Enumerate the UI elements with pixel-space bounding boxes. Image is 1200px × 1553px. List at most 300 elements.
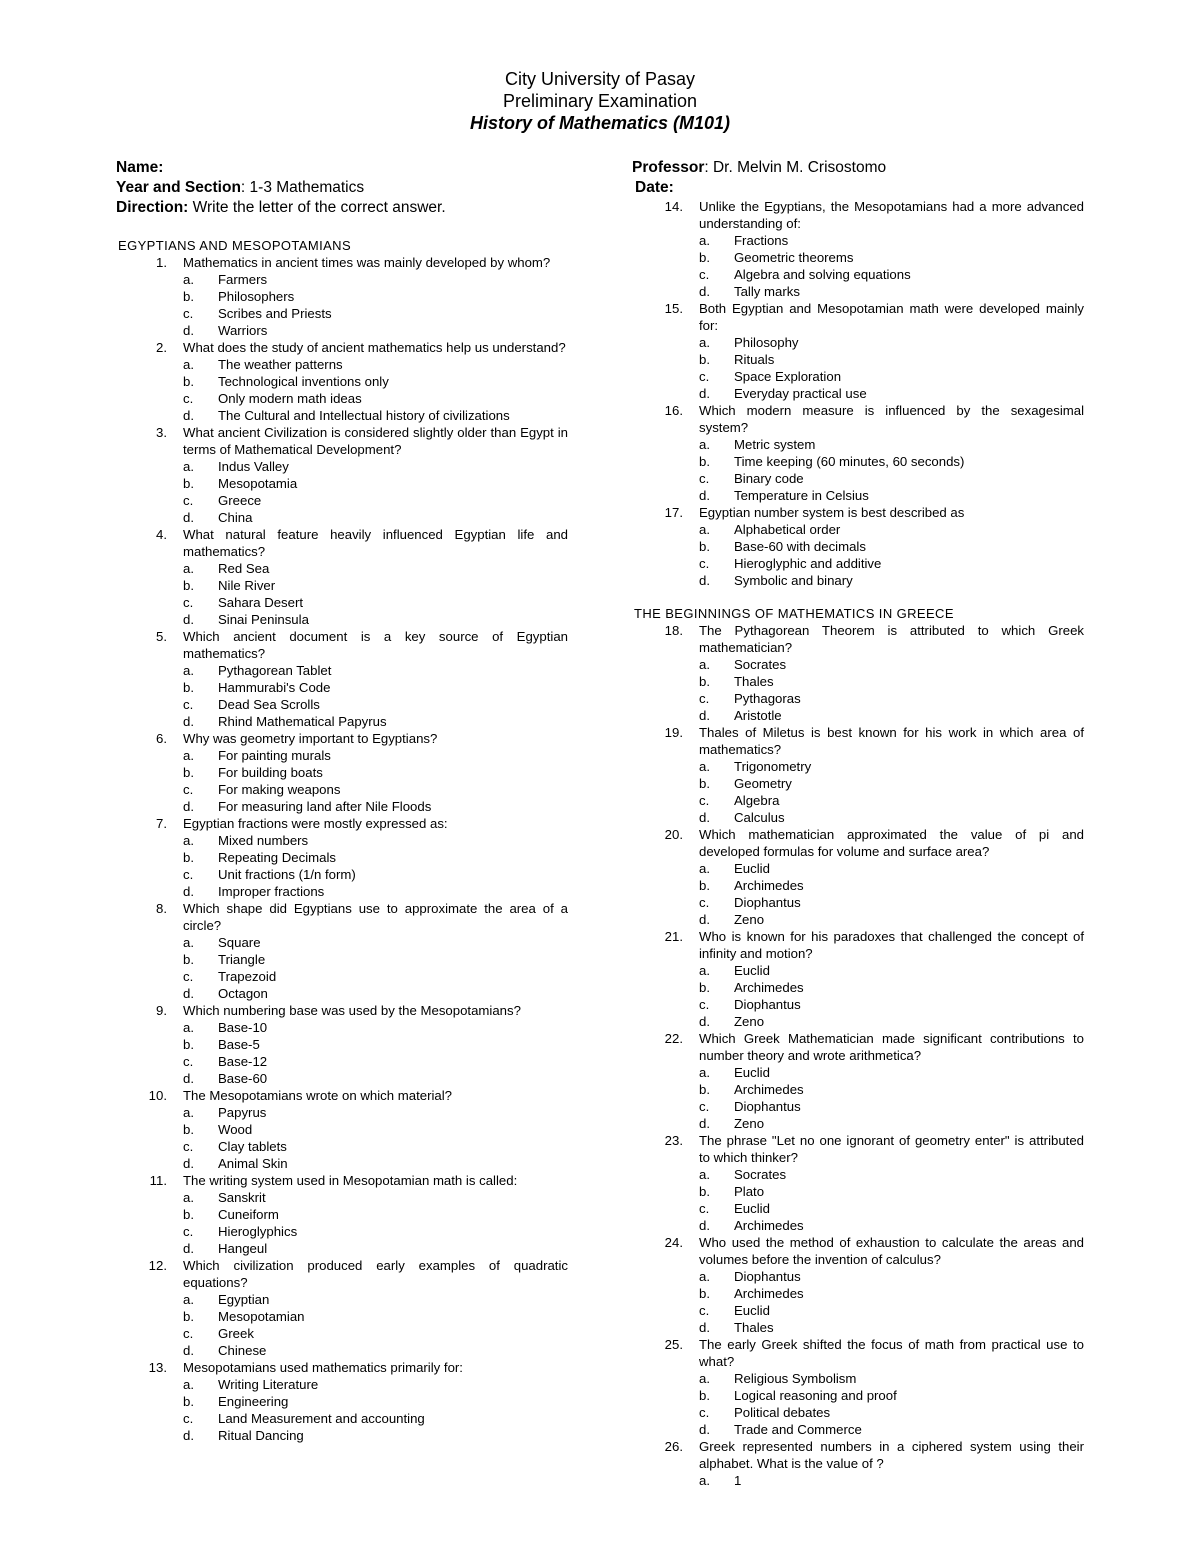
option-letter: b. <box>183 1122 194 1137</box>
question-item <box>116 815 568 900</box>
answer-option <box>632 521 1084 538</box>
option-text: China <box>218 510 253 525</box>
option-text: Scribes and Priests <box>218 306 332 321</box>
option-letter: c. <box>699 471 710 486</box>
answer-option <box>632 962 1084 979</box>
name-line <box>116 158 568 178</box>
question-number: 1. <box>156 255 167 270</box>
option-text: Pythagoras <box>734 691 801 706</box>
option-text: Unit fractions (1/n form) <box>218 867 356 882</box>
option-text: Fractions <box>734 233 789 248</box>
option-text: Hieroglyphics <box>218 1224 298 1239</box>
option-letter: c. <box>183 1326 194 1341</box>
question-item <box>632 1336 1084 1438</box>
question-item <box>632 402 1084 504</box>
answer-option <box>632 894 1084 911</box>
option-letter: d. <box>699 386 710 401</box>
option-text: Rhind Mathematical Papyrus <box>218 714 387 729</box>
right-column <box>632 158 1084 1489</box>
option-letter: b. <box>699 980 710 995</box>
option-letter: c. <box>183 969 194 984</box>
option-text: Improper fractions <box>218 884 325 899</box>
answer-option <box>632 334 1084 351</box>
answer-option <box>116 1393 568 1410</box>
question-row <box>116 1087 568 1104</box>
answer-option <box>632 809 1084 826</box>
option-letter: a. <box>699 335 710 350</box>
option-letter: b. <box>699 454 710 469</box>
option-text: Diophantus <box>734 1269 801 1284</box>
answer-option <box>632 487 1084 504</box>
option-text: Sahara Desert <box>218 595 304 610</box>
question-number: 24. <box>664 1235 683 1250</box>
question-item <box>632 1438 1084 1489</box>
answer-option <box>116 492 568 509</box>
option-letter: d. <box>699 573 710 588</box>
option-letter: b. <box>183 765 194 780</box>
option-letter: b. <box>699 539 710 554</box>
professor-label: Professor <box>632 159 705 176</box>
option-letter: c. <box>699 895 710 910</box>
option-text: Chinese <box>218 1343 267 1358</box>
option-letter: d. <box>183 323 194 338</box>
answer-option <box>116 390 568 407</box>
answer-option <box>116 373 568 390</box>
answer-option <box>632 1404 1084 1421</box>
option-text: Archimedes <box>734 1218 804 1233</box>
answer-option <box>632 368 1084 385</box>
answer-option <box>116 883 568 900</box>
question-number: 17. <box>664 505 683 520</box>
answer-option <box>632 792 1084 809</box>
option-text: Hammurabi's Code <box>218 680 331 695</box>
option-letter: a. <box>183 748 194 763</box>
answer-option <box>116 1376 568 1393</box>
answer-option <box>116 1223 568 1240</box>
option-text: Wood <box>218 1122 253 1137</box>
answer-option <box>116 1410 568 1427</box>
question-text: Which mathematician approximated the value of pi and developed formulas for volume and surface area? <box>699 827 1084 859</box>
option-letter: b. <box>183 680 194 695</box>
option-letter: b. <box>183 1037 194 1052</box>
question-item <box>632 1234 1084 1336</box>
option-text: Clay tablets <box>218 1139 287 1154</box>
option-letter: b. <box>183 289 194 304</box>
question-number: 5. <box>156 629 167 644</box>
answer-option <box>632 1098 1084 1115</box>
option-letter: b. <box>699 674 710 689</box>
option-text: Zeno <box>734 1014 765 1029</box>
answer-option <box>116 356 568 373</box>
option-text: Nile River <box>218 578 276 593</box>
option-text: Euclid <box>734 861 770 876</box>
option-letter: d. <box>699 1116 710 1131</box>
option-letter: a. <box>699 1269 710 1284</box>
option-letter: c. <box>699 1099 710 1114</box>
question-text: Which civilization produced early examples of quadratic equations? <box>183 1258 568 1290</box>
question-row <box>116 1257 568 1291</box>
question-row <box>632 402 1084 436</box>
option-letter: d. <box>699 708 710 723</box>
question-text: The writing system used in Mesopotamian math is called: <box>183 1173 518 1188</box>
answer-option <box>632 1387 1084 1404</box>
answer-option <box>632 860 1084 877</box>
question-row <box>632 724 1084 758</box>
answer-option <box>116 747 568 764</box>
option-letter: a. <box>183 1105 194 1120</box>
question-item <box>116 424 568 526</box>
question-number: 11. <box>149 1173 167 1188</box>
question-text: Who is known for his paradoxes that challenged the concept of infinity and motion? <box>699 929 1084 961</box>
option-letter: d. <box>183 986 194 1001</box>
option-letter: d. <box>699 1014 710 1029</box>
option-letter: d. <box>699 1218 710 1233</box>
option-text: Repeating Decimals <box>218 850 337 865</box>
question-text: What natural feature heavily influenced Egyptian life and mathematics? <box>183 527 568 559</box>
question-number: 23. <box>664 1133 683 1148</box>
option-text: For measuring land after Nile Floods <box>218 799 432 814</box>
option-letter: b. <box>699 1082 710 1097</box>
answer-option <box>632 1302 1084 1319</box>
answer-option <box>116 679 568 696</box>
option-letter: c. <box>699 793 710 808</box>
question-row <box>632 300 1084 334</box>
option-text: Algebra and solving equations <box>734 267 911 282</box>
option-letter: c. <box>699 691 710 706</box>
answer-option <box>116 305 568 322</box>
option-letter: c. <box>699 1303 710 1318</box>
option-text: Zeno <box>734 912 765 927</box>
question-text: The Pythagorean Theorem is attributed to which Greek mathematician? <box>699 623 1084 655</box>
question-text: What ancient Civilization is considered slightly older than Egypt in terms of Mathematical Development? <box>183 425 568 457</box>
question-row <box>632 826 1084 860</box>
option-letter: d. <box>699 912 710 927</box>
option-text: Geometry <box>734 776 792 791</box>
option-letter: a. <box>183 935 194 950</box>
option-text: Trigonometry <box>734 759 812 774</box>
option-text: Octagon <box>218 986 268 1001</box>
question-number: 14. <box>664 199 683 214</box>
direction-line <box>116 198 568 218</box>
option-text: Mesopotamian <box>218 1309 305 1324</box>
exam-title: Preliminary Examination <box>502 91 698 111</box>
option-letter: a. <box>699 963 710 978</box>
option-text: Algebra <box>734 793 780 808</box>
option-text: Trade and Commerce <box>734 1422 862 1437</box>
answer-option <box>116 1427 568 1444</box>
option-text: Red Sea <box>218 561 270 576</box>
option-text: Square <box>218 935 261 950</box>
option-text: Papyrus <box>218 1105 267 1120</box>
answer-option <box>116 1291 568 1308</box>
answer-option <box>632 979 1084 996</box>
answer-option <box>116 696 568 713</box>
answer-option <box>632 1319 1084 1336</box>
answer-option <box>632 1064 1084 1081</box>
option-letter: c. <box>183 1224 194 1239</box>
option-letter: d. <box>183 1156 194 1171</box>
option-letter: c. <box>699 1201 710 1216</box>
option-letter: c. <box>699 369 710 384</box>
question-text: Mathematics in ancient times was mainly developed by whom? <box>183 255 551 270</box>
question-row <box>116 254 568 271</box>
question-item <box>116 1172 568 1257</box>
question-item <box>116 1257 568 1359</box>
question-number: 8. <box>156 901 167 916</box>
option-letter: b. <box>699 1184 710 1199</box>
left-column <box>116 158 568 1444</box>
answer-option <box>116 1325 568 1342</box>
option-letter: c. <box>699 267 710 282</box>
option-letter: d. <box>699 810 710 825</box>
option-text: Symbolic and binary <box>734 573 853 588</box>
option-text: Euclid <box>734 963 770 978</box>
option-text: Euclid <box>734 1065 770 1080</box>
option-text: Everyday practical use <box>734 386 867 401</box>
option-letter: b. <box>699 1388 710 1403</box>
question-number: 25. <box>664 1337 683 1352</box>
option-text: Mixed numbers <box>218 833 309 848</box>
question-item <box>116 1002 568 1087</box>
answer-option <box>116 1138 568 1155</box>
answer-option <box>632 1166 1084 1183</box>
answer-option <box>116 611 568 628</box>
question-number: 3. <box>156 425 167 440</box>
option-text: Zeno <box>734 1116 765 1131</box>
option-text: Time keeping (60 minutes, 60 seconds) <box>734 454 965 469</box>
answer-option <box>116 509 568 526</box>
option-letter: c. <box>699 997 710 1012</box>
answer-option <box>116 1104 568 1121</box>
question-text: Egyptian fractions were mostly expressed as: <box>183 816 448 831</box>
answer-option <box>632 453 1084 470</box>
question-text: The phrase "Let no one ignorant of geometry enter" is attributed to which thinker? <box>699 1133 1084 1165</box>
question-text: Greek represented numbers in a ciphered system using their alphabet. What is the value of ? <box>699 1439 1084 1471</box>
question-number: 2. <box>156 340 167 355</box>
option-letter: d. <box>183 612 194 627</box>
option-letter: b. <box>183 1394 194 1409</box>
option-letter: a. <box>183 1377 194 1392</box>
answer-option <box>632 690 1084 707</box>
option-letter: a. <box>183 272 194 287</box>
option-letter: b. <box>183 476 194 491</box>
question-row <box>116 900 568 934</box>
answer-option <box>632 877 1084 894</box>
answer-option <box>632 707 1084 724</box>
question-item <box>632 300 1084 402</box>
answer-option <box>116 560 568 577</box>
answer-option <box>116 781 568 798</box>
answer-option <box>632 266 1084 283</box>
question-item <box>632 928 1084 1030</box>
answer-option <box>632 351 1084 368</box>
answer-option <box>116 1053 568 1070</box>
option-letter: d. <box>183 1071 194 1086</box>
option-letter: c. <box>183 1054 194 1069</box>
university-name: City University of Pasay <box>504 69 696 89</box>
question-row <box>116 628 568 662</box>
question-item <box>632 622 1084 724</box>
answer-option <box>632 1285 1084 1302</box>
answer-option <box>116 1019 568 1036</box>
option-letter: d. <box>699 1422 710 1437</box>
option-text: Hangeul <box>218 1241 268 1256</box>
answer-option <box>116 1155 568 1172</box>
answer-option <box>632 385 1084 402</box>
option-letter: c. <box>699 556 710 571</box>
option-text: Cuneiform <box>218 1207 279 1222</box>
option-text: Religious Symbolism <box>734 1371 857 1386</box>
option-letter: a. <box>183 459 194 474</box>
question-item <box>116 1359 568 1444</box>
answer-option <box>632 775 1084 792</box>
answer-option <box>116 1342 568 1359</box>
question-text: Who used the method of exhaustion to calculate the areas and volumes before the invention of calculus? <box>699 1235 1084 1267</box>
question-text: The early Greek shifted the focus of math from practical use to what? <box>699 1337 1084 1369</box>
question-row <box>116 730 568 747</box>
answer-option <box>632 1200 1084 1217</box>
question-number: 26. <box>664 1439 683 1454</box>
answer-option <box>632 1268 1084 1285</box>
question-number: 10. <box>148 1088 167 1103</box>
option-text: Ritual Dancing <box>218 1428 304 1443</box>
answer-option <box>116 1206 568 1223</box>
name-label: Name: <box>116 159 164 176</box>
answer-option <box>632 283 1084 300</box>
year-value: : 1-3 Mathematics <box>240 179 365 196</box>
option-text: Temperature in Celsius <box>734 488 869 503</box>
option-letter: d. <box>183 1343 194 1358</box>
section-heading-greece: THE BEGINNINGS OF MATHEMATICS IN GREECE <box>634 606 954 621</box>
option-text: Philosophers <box>218 289 295 304</box>
option-letter: a. <box>699 233 710 248</box>
answer-option <box>116 1121 568 1138</box>
answer-option <box>632 1421 1084 1438</box>
option-letter: b. <box>699 776 710 791</box>
option-text: Metric system <box>734 437 816 452</box>
question-text: The Mesopotamians wrote on which material? <box>183 1088 453 1103</box>
answer-option <box>632 572 1084 589</box>
option-text: Archimedes <box>734 1286 804 1301</box>
question-number: 18. <box>664 623 683 638</box>
answer-option <box>632 911 1084 928</box>
question-text: Egyptian number system is best described as <box>699 505 965 520</box>
answer-option <box>116 577 568 594</box>
year-label: Year and Section <box>116 179 241 196</box>
question-item <box>632 1030 1084 1132</box>
answer-option <box>116 407 568 424</box>
option-text: Political debates <box>734 1405 831 1420</box>
option-text: Thales <box>734 1320 774 1335</box>
answer-option <box>632 1370 1084 1387</box>
option-text: Base-60 <box>218 1071 268 1086</box>
option-text: Sinai Peninsula <box>218 612 309 627</box>
answer-option <box>116 475 568 492</box>
professor-line <box>632 158 1084 178</box>
option-letter: c. <box>183 1411 194 1426</box>
question-number: 13. <box>148 1360 167 1375</box>
answer-option <box>116 288 568 305</box>
option-text: Hieroglyphic and additive <box>734 556 882 571</box>
option-text: Philosophy <box>734 335 799 350</box>
option-letter: b. <box>183 850 194 865</box>
question-row <box>632 622 1084 656</box>
question-row <box>632 504 1084 521</box>
question-row <box>632 1030 1084 1064</box>
question-number: 7. <box>156 816 167 831</box>
option-text: Tally marks <box>734 284 800 299</box>
question-row <box>116 526 568 560</box>
option-text: Thales <box>734 674 774 689</box>
answer-option <box>632 436 1084 453</box>
option-letter: b. <box>699 250 710 265</box>
date-label: Date: <box>635 179 674 196</box>
option-letter: d. <box>183 884 194 899</box>
option-text: 1 <box>734 1473 742 1488</box>
question-list-right-a <box>632 198 1084 589</box>
option-text: Archimedes <box>734 980 804 995</box>
question-row <box>116 1002 568 1019</box>
question-text: Which modern measure is influenced by the sexagesimal system? <box>699 403 1084 435</box>
answer-option <box>116 713 568 730</box>
section-heading-egypt: EGYPTIANS AND MESOPOTAMIANS <box>118 238 352 253</box>
answer-option <box>632 656 1084 673</box>
option-text: Land Measurement and accounting <box>218 1411 425 1426</box>
answer-option <box>632 1217 1084 1234</box>
option-text: For painting murals <box>218 748 331 763</box>
question-row <box>632 1234 1084 1268</box>
question-number: 4. <box>156 527 167 542</box>
answer-option <box>632 1013 1084 1030</box>
option-letter: a. <box>183 663 194 678</box>
question-list-left <box>116 254 568 1444</box>
answer-option <box>116 764 568 781</box>
answer-option <box>116 968 568 985</box>
question-item <box>632 504 1084 589</box>
option-text: Binary code <box>734 471 804 486</box>
date-line <box>632 178 1084 198</box>
answer-option <box>632 996 1084 1013</box>
option-letter: a. <box>699 1473 710 1488</box>
option-letter: b. <box>699 878 710 893</box>
answer-option <box>116 458 568 475</box>
option-text: Space Exploration <box>734 369 842 384</box>
answer-option <box>116 1036 568 1053</box>
question-number: 22. <box>664 1031 683 1046</box>
option-letter: d. <box>183 714 194 729</box>
option-letter: a. <box>183 1292 194 1307</box>
option-text: Mesopotamia <box>218 476 298 491</box>
question-item <box>116 339 568 424</box>
option-text: Diophantus <box>734 1099 801 1114</box>
option-text: Geometric theorems <box>734 250 854 265</box>
option-letter: b. <box>183 578 194 593</box>
option-letter: a. <box>699 1371 710 1386</box>
question-item <box>116 254 568 339</box>
answer-option <box>632 1081 1084 1098</box>
answer-option <box>116 849 568 866</box>
option-text: Greek <box>218 1326 254 1341</box>
option-letter: c. <box>183 782 194 797</box>
question-row <box>632 198 1084 232</box>
option-text: Warriors <box>218 323 268 338</box>
answer-option <box>632 249 1084 266</box>
option-text: Egyptian <box>218 1292 270 1307</box>
option-text: For making weapons <box>218 782 341 797</box>
option-text: Animal Skin <box>218 1156 288 1171</box>
answer-option <box>116 934 568 951</box>
option-letter: c. <box>699 1405 710 1420</box>
